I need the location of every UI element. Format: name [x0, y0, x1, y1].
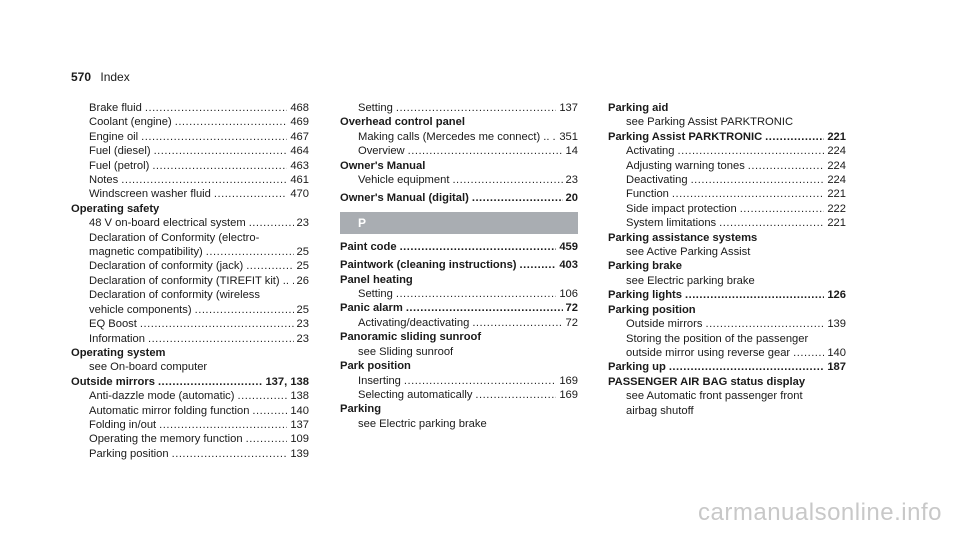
- index-column-1: [71, 101, 309, 461]
- dot-leader: [195, 303, 294, 317]
- dot-leader: [685, 288, 824, 302]
- entry-text: Parking assistance systems: [608, 231, 758, 244]
- dot-leader: [121, 173, 287, 187]
- page-reference[interactable]: 140: [290, 404, 309, 417]
- entry-text: Vehicle equipment: [358, 174, 450, 187]
- dot-leader: [140, 317, 294, 331]
- dot-leader: [141, 130, 287, 144]
- dot-leader: [145, 101, 287, 115]
- entry-text: Brake fluid: [89, 102, 142, 114]
- entry-text: outside mirror using reverse gear: [626, 346, 791, 359]
- page-reference[interactable]: 25: [296, 260, 309, 273]
- page-reference[interactable]: 221: [827, 188, 846, 201]
- dot-leader: [246, 432, 288, 446]
- index-entry: [340, 374, 578, 388]
- index-entry: [340, 417, 578, 431]
- index-entry: [608, 173, 846, 187]
- dot-leader: [406, 301, 563, 315]
- entry-text: PASSENGER AIR BAG status display: [608, 375, 806, 388]
- index-entry: [71, 447, 309, 461]
- entry-text: Operating system: [71, 346, 166, 359]
- index-entry: [608, 274, 846, 288]
- entry-text: Setting: [358, 288, 393, 301]
- index-entry: [71, 159, 309, 173]
- page-header: [71, 70, 130, 84]
- letter-heading: P: [340, 212, 578, 234]
- page-reference[interactable]: 139: [290, 447, 309, 460]
- index-entry: [340, 316, 578, 330]
- index-heading: [71, 375, 309, 389]
- entry-text: see On-board computer: [89, 361, 208, 374]
- index-entry: [71, 389, 309, 403]
- index-entry: [340, 173, 578, 187]
- page-reference[interactable]: 224: [827, 145, 846, 158]
- entry-text: see Electric parking brake: [358, 417, 487, 430]
- dot-leader: [678, 144, 825, 158]
- index-entry: [71, 259, 309, 273]
- entry-text: Outside mirrors: [626, 318, 703, 331]
- index-entry: [608, 404, 846, 418]
- index-entry: [608, 187, 846, 201]
- entry-text: Parking Assist PARKTRONIC: [608, 130, 763, 143]
- page-reference[interactable]: 351: [559, 130, 578, 143]
- entry-text: Parking: [340, 403, 382, 416]
- page-reference[interactable]: 23: [296, 217, 309, 230]
- entry-text: Automatic mirror folding function: [89, 404, 250, 417]
- entry-text: Parking lights: [608, 289, 682, 302]
- page-number: 570: [71, 70, 92, 84]
- index-entry: [71, 187, 309, 201]
- entry-text: Deactivating: [626, 174, 688, 187]
- page-reference[interactable]: 463: [290, 159, 309, 172]
- entry-text: Function: [626, 188, 669, 201]
- dot-leader: [740, 202, 825, 216]
- index-entry: [608, 144, 846, 158]
- entry-text: Activating: [626, 145, 675, 158]
- dot-leader: [159, 418, 287, 432]
- index-entry: [71, 332, 309, 346]
- page-reference[interactable]: 137: [290, 418, 309, 431]
- page-reference[interactable]: 470: [290, 188, 309, 201]
- dot-leader: [765, 130, 824, 144]
- index-entry: [71, 288, 309, 302]
- watermark: carmanualsonline.info: [698, 499, 942, 526]
- dot-leader: [292, 274, 294, 288]
- index-heading: [340, 240, 578, 254]
- entry-text: Parking up: [608, 361, 666, 374]
- dot-leader: [238, 389, 288, 403]
- index-heading: [608, 231, 846, 245]
- dot-leader: [158, 375, 263, 389]
- index-entry: [608, 245, 846, 259]
- entry-text: Parking aid: [608, 102, 669, 114]
- index-entry: [71, 432, 309, 446]
- dot-leader: [691, 173, 825, 187]
- entry-text: Parking position: [89, 447, 169, 460]
- page-reference[interactable]: 138: [290, 390, 309, 403]
- dot-leader: [252, 404, 287, 418]
- page-reference[interactable]: 23: [565, 174, 578, 187]
- dot-leader: [175, 115, 288, 129]
- index-heading: [608, 259, 846, 273]
- entry-text: magnetic compatibility): [89, 246, 203, 259]
- entry-text: Fuel (petrol): [89, 159, 150, 172]
- entry-text: Setting: [358, 102, 393, 114]
- page-reference[interactable]: 224: [827, 159, 846, 172]
- entry-text: Operating safety: [71, 202, 160, 215]
- entry-text: Owner's Manual (digital): [340, 192, 469, 205]
- dot-leader: [396, 101, 556, 115]
- entry-text: Side impact protection: [626, 202, 737, 215]
- entry-text: see Sliding sunroof: [358, 345, 454, 358]
- dot-leader: [669, 360, 825, 374]
- entry-text: Parking position: [608, 303, 696, 316]
- dot-leader: [553, 130, 557, 144]
- dot-leader: [408, 144, 563, 158]
- index-heading: [340, 115, 578, 129]
- page-reference[interactable]: 23: [296, 318, 309, 331]
- page-reference[interactable]: 461: [290, 174, 309, 187]
- entry-text: Panel heating: [340, 273, 413, 286]
- page-reference[interactable]: 403: [559, 259, 578, 272]
- index-entry: [340, 130, 578, 144]
- page-reference[interactable]: 467: [290, 130, 309, 143]
- index-heading: [340, 191, 578, 205]
- page-reference[interactable]: 109: [290, 433, 309, 446]
- entry-text: Inserting: [358, 374, 401, 387]
- index-entry: [71, 317, 309, 331]
- index-heading: [340, 402, 578, 416]
- entry-text: Coolant (engine): [89, 116, 172, 129]
- index-entry: [71, 115, 309, 129]
- entry-text: Owner's Manual: [340, 159, 426, 172]
- index-entry: [71, 245, 309, 259]
- entry-text: see Parking Assist PARKTRONIC: [626, 116, 794, 129]
- dot-leader: [520, 258, 557, 272]
- index-entry: [340, 101, 578, 115]
- index-entry: [340, 345, 578, 359]
- entry-text: 48 V on-board electrical system: [89, 217, 246, 230]
- page-reference[interactable]: 221: [827, 217, 846, 230]
- index-column-2: [340, 101, 578, 431]
- page-reference[interactable]: 187: [827, 361, 846, 374]
- dot-leader: [793, 346, 824, 360]
- page-reference[interactable]: 459: [559, 240, 578, 253]
- index-entry: [71, 404, 309, 418]
- page-reference[interactable]: 169: [559, 374, 578, 387]
- index-entry: [71, 418, 309, 432]
- page-reference[interactable]: 468: [290, 102, 309, 114]
- entry-text: Paintwork (cleaning instructions): [340, 259, 517, 272]
- entry-text: Storing the position of the passenger: [626, 332, 809, 345]
- index-entry: [71, 144, 309, 158]
- index-heading: [608, 360, 846, 374]
- section-title: Index: [100, 70, 130, 84]
- dot-leader: [246, 259, 293, 273]
- page-reference[interactable]: 106: [559, 288, 578, 301]
- index-entry: [608, 159, 846, 173]
- index-entry: [608, 389, 846, 403]
- entry-text: Activating/deactivating: [358, 316, 470, 329]
- entry-text: Engine oil: [89, 130, 139, 143]
- entry-text: Declaration of conformity (jack): [89, 260, 244, 273]
- dot-leader: [472, 316, 562, 330]
- index-heading: [608, 303, 846, 317]
- index-entry: [71, 360, 309, 374]
- entry-text: see Active Parking Assist: [626, 246, 751, 259]
- dot-leader: [400, 240, 557, 254]
- entry-text: Folding in/out: [89, 418, 157, 431]
- index-column-3: [608, 101, 846, 418]
- dot-leader: [206, 245, 294, 259]
- index-entry: [71, 274, 309, 288]
- entry-text: Making calls (Mercedes me connect) ..: [358, 130, 550, 143]
- dot-leader: [672, 187, 824, 201]
- dot-leader: [719, 216, 824, 230]
- entry-text: Outside mirrors: [71, 375, 155, 388]
- page-reference[interactable]: 25: [296, 303, 309, 316]
- page-reference[interactable]: 137: [559, 102, 578, 114]
- index-entry: [608, 115, 846, 129]
- index-heading: [340, 359, 578, 373]
- dot-leader: [452, 173, 562, 187]
- entry-text: Park position: [340, 360, 411, 373]
- index-entry: [71, 216, 309, 230]
- dot-leader: [475, 388, 556, 402]
- entry-text: airbag shutoff: [626, 404, 694, 417]
- index-entry: [340, 144, 578, 158]
- index-heading: [608, 375, 846, 389]
- index-heading: [340, 330, 578, 344]
- entry-text: Anti-dazzle mode (automatic): [89, 390, 235, 403]
- entry-text: Declaration of conformity (TIREFIT kit) ..: [89, 274, 289, 287]
- page-reference[interactable]: 14: [565, 145, 578, 158]
- page-reference[interactable]: 222: [827, 202, 846, 215]
- entry-text: Windscreen washer fluid: [89, 188, 211, 201]
- page-reference[interactable]: 23: [296, 332, 309, 345]
- dot-leader: [249, 216, 294, 230]
- entry-text: Panoramic sliding sunroof: [340, 331, 482, 344]
- index-entry: [608, 216, 846, 230]
- page-reference[interactable]: 469: [290, 116, 309, 129]
- page-reference[interactable]: 72: [565, 316, 578, 329]
- index-heading: [608, 288, 846, 302]
- entry-text: Declaration of Conformity (electro-: [89, 231, 260, 244]
- entry-text: Selecting automatically: [358, 388, 473, 401]
- index-entry: [340, 388, 578, 402]
- entry-text: vehicle components): [89, 303, 192, 316]
- index-heading: [340, 273, 578, 287]
- dot-leader: [748, 159, 825, 173]
- entry-text: see Electric parking brake: [626, 274, 755, 287]
- page-reference[interactable]: 140: [827, 346, 846, 359]
- entry-text: see Automatic front passenger front: [626, 390, 803, 403]
- page-reference[interactable]: 221: [827, 130, 846, 143]
- entry-text: Paint code: [340, 240, 397, 253]
- entry-text: System limitations: [626, 217, 717, 230]
- index-entry: [71, 231, 309, 245]
- index-heading: [340, 159, 578, 173]
- entry-text: Overview: [358, 145, 405, 158]
- index-heading: [608, 101, 846, 115]
- entry-text: EQ Boost: [89, 318, 137, 331]
- entry-text: Operating the memory function: [89, 433, 243, 446]
- index-entry: [608, 202, 846, 216]
- dot-leader: [214, 187, 287, 201]
- dot-leader: [396, 287, 556, 301]
- entry-text: Fuel (diesel): [89, 145, 151, 158]
- dot-leader: [152, 159, 287, 173]
- entry-text: Declaration of conformity (wireless: [89, 289, 260, 302]
- entry-text: Adjusting warning tones: [626, 159, 745, 172]
- index-entry: [71, 101, 309, 115]
- index-entry: [71, 130, 309, 144]
- page-reference[interactable]: 169: [559, 388, 578, 401]
- dot-leader: [148, 332, 294, 346]
- entry-text: Panic alarm: [340, 302, 403, 315]
- page-reference[interactable]: 72: [565, 302, 578, 315]
- page-reference[interactable]: 25: [296, 246, 309, 259]
- dot-leader: [472, 191, 563, 205]
- index-entry: [71, 303, 309, 317]
- entry-text: Information: [89, 332, 145, 345]
- page-reference[interactable]: 224: [827, 174, 846, 187]
- index-entry: [608, 346, 846, 360]
- index-entry: [608, 332, 846, 346]
- index-heading: [340, 301, 578, 315]
- dot-leader: [404, 374, 556, 388]
- page-reference[interactable]: 26: [296, 274, 309, 287]
- index-heading: [608, 130, 846, 144]
- index-heading: [71, 202, 309, 216]
- index-entry: [340, 287, 578, 301]
- entry-text: Overhead control panel: [340, 116, 465, 129]
- dot-leader: [154, 144, 288, 158]
- entry-text: Parking brake: [608, 260, 682, 273]
- page-reference[interactable]: 464: [290, 145, 309, 158]
- index-entry: [71, 173, 309, 187]
- dot-leader: [705, 317, 824, 331]
- page-reference[interactable]: 137, 138: [265, 375, 309, 388]
- page-reference[interactable]: 139: [827, 318, 846, 331]
- dot-leader: [172, 447, 288, 461]
- entry-text: Notes: [89, 174, 119, 187]
- index-heading: [340, 258, 578, 272]
- page-reference[interactable]: 20: [565, 192, 578, 205]
- index-entry: [608, 317, 846, 331]
- index-heading: [71, 346, 309, 360]
- page-reference[interactable]: 126: [827, 289, 846, 302]
